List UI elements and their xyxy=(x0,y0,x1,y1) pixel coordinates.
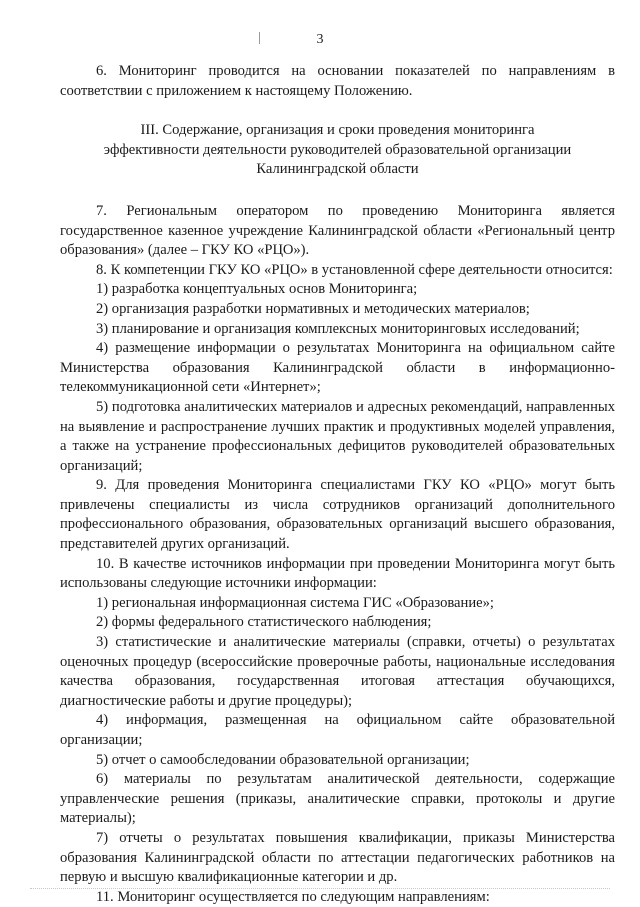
paragraph-10-item-4: 4) информация, размещенная на официальном сайте образовательной организации; xyxy=(60,712,615,748)
document-body xyxy=(60,62,615,907)
paragraph-10-item-7: 7) отчеты о результатах повышения квалификации, приказы Министерства образования Калининградской области по аттестации педагогических работников на первую и высшую квалификационные категории и др. xyxy=(60,829,615,886)
paragraph-10-intro: 10. В качестве источников информации при проведении Мониторинга могут быть использованы следующие источники информации: xyxy=(60,555,615,592)
paragraph-10-item-5: 5) отчет о самообследовании образовательной организации; xyxy=(96,751,470,768)
paragraph-7: 7. Региональным оператором по проведению Мониторинга является государственное казенное учреждение Калининградской области «Региональный центр образования» (далее – ГКУ КО «РЦО»). xyxy=(60,202,615,259)
paragraph-10-item-1: 1) региональная информационная система ГИС «Образование»; xyxy=(96,594,494,611)
paragraph-9: 9. Для проведения Мониторинга специалистами ГКУ КО «РЦО» могут быть привлечены специалисты из числа сотрудников организаций дополнительного профессионального образования, образовательных организаций высшего образования, представителей других организаций. xyxy=(60,477,615,553)
paragraph-8-item-2: 2) организация разработки нормативных и методических материалов; xyxy=(96,300,530,317)
paragraph-8-item-3: 3) планирование и организация комплексных мониторинговых исследований; xyxy=(96,320,580,337)
section-heading-line-2: эффективности деятельности руководителей образовательной организации xyxy=(103,141,572,158)
section-heading-line-3: Калининградской области xyxy=(256,161,419,178)
paragraph-11: 11. Мониторинг осуществляется по следующим направлениям: xyxy=(96,888,490,905)
paragraph-8-item-1: 1) разработка концептуальных основ Мониторинга; xyxy=(96,281,418,298)
paragraph-8-item-4: 4) размещение информации о результатах Мониторинга на официальном сайте Министерства образования Калининградской области в информационно-телекоммуникационной сети «Интернет»; xyxy=(60,340,615,396)
paragraph-10-item-3: 3) статистические и аналитические материалы (справки, отчеты) о результатах оценочных процедур (всероссийские проверочные работы, национальные исследования качества образования, государственная итоговая аттестация обучающихся, диагностические работы и другие процедуры); xyxy=(60,634,615,709)
paragraph-8-item-5: 5) подготовка аналитических материалов и адресных рекомендаций, направленных на выявление и распространение лучших практик и продуктивных моделей управления, а также на устранение профессиональных дефицитов руководителей образовательных организаций; xyxy=(60,398,615,474)
paragraph-6: 6. Мониторинг проводится на основании показателей по направлениям в соответствии с приложением к настоящему Положению. xyxy=(60,63,615,99)
scan-edge-artifact xyxy=(30,888,610,891)
paragraph-10-item-6: 6) материалы по результатам аналитической деятельности, содержащие управленческие решения (приказы, аналитические справки, протоколы и другие материалы); xyxy=(60,771,615,827)
section-heading-line-1: III. Содержание, организация и сроки проведения мониторинга xyxy=(140,122,535,139)
paragraph-8-intro: 8. К компетенции ГКУ КО «РЦО» в установленной сфере деятельности относится: xyxy=(96,261,613,278)
paragraph-10-item-2: 2) формы федерального статистического наблюдения; xyxy=(96,614,432,631)
page-number: 3 xyxy=(316,32,324,47)
section-heading xyxy=(60,121,615,180)
